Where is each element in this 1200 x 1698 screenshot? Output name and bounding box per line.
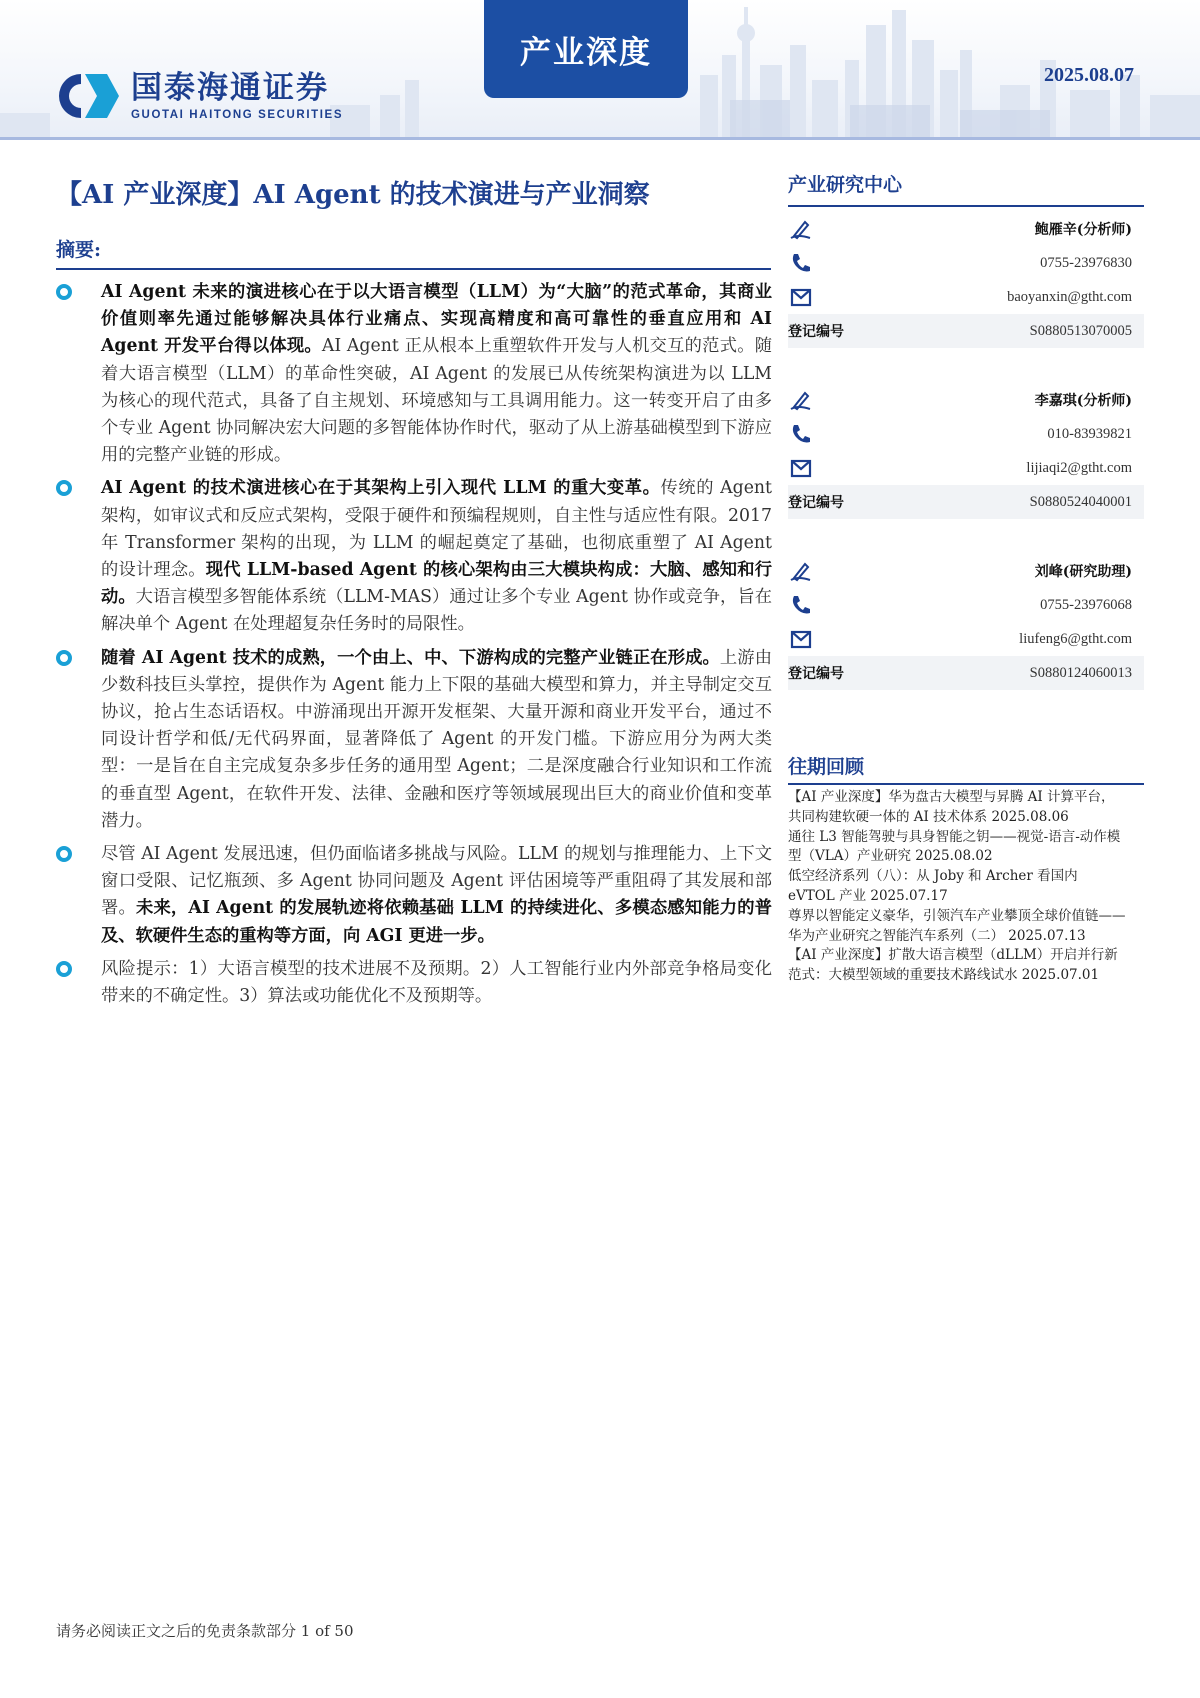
bullet-bold-text: AI Agent 未来的演进核心在于以大语言模型（LLM）为“大脑”的范式革命，其商业价值则率先通过能够解决具体行业痛点、实现高精度和高可靠性的垂直应用和 AI Agent 开发平台得以体现。 (101, 282, 772, 357)
pen-icon (788, 558, 814, 584)
bullet-bold-text: 随着 AI Agent 技术的成熟，一个由上、中、下游构成的完整产业链正在形成。 (101, 647, 720, 668)
bullet-item (56, 956, 772, 1010)
bullet-text: AI Agent 正从根本上重塑软件开发与人机交互的范式。随着大语言模型（LLM）的革命性突破，AI Agent 的发展已从传统架构演进为以 LLM 为核心的现代范式，具备了自主规划、环境感知与工具调用能力。这一转变开启了由多个专业 Agent 协同解决宏大问题的多智能体协作时代，驱动了从上游基础模型到下游应用的完整产业链的形成。 (101, 336, 772, 466)
analyst-reg-row (788, 656, 1144, 690)
bullet-text: 上游由少数科技巨头掌控，提供作为 Agent 能力上下限的基础大模型和算力，并主导制定交互协议，抢占生态话语权。中游涌现出开源开发框架、大量开源和商业开发平台，通过不同设计哲学和低/无代码界面，显著降低了 Agent 的开发门槛。下游应用分为两大类型：一是旨在自主完成复杂多步任务的通用型 Agent；二是深度融合行业知识和工作流的垂直型 Agent，在软件开发、法律、金融和医疗等领域展现出巨大的商业价值和变革潜力。 (101, 647, 772, 831)
analyst-phone: 0755-23976830 (1040, 254, 1132, 271)
bullet-item (56, 279, 772, 469)
phone-icon (788, 421, 814, 447)
analyst-name-row (788, 383, 1144, 417)
analyst-name-row (788, 554, 1144, 588)
mail-icon (788, 626, 814, 652)
analyst-email[interactable]: baoyanxin@gtht.com (1007, 288, 1132, 305)
analyst-phone-row (788, 588, 1144, 622)
bullet-bold-text: 未来，AI Agent 的发展轨迹将依赖基础 LLM 的持续进化、多模态感知能力的普及、软硬件生态的重构等方面，向 AGI 更进一步。 (101, 898, 772, 946)
mail-icon (788, 284, 814, 310)
pen-icon (788, 216, 814, 242)
past-report-link[interactable]: 【AI 产业深度】华为盘古大模型与昇腾 AI 计算平台，共同构建软硬一体的 AI 技术体系 2025.08.06 (788, 789, 1115, 825)
logo-mark-icon (55, 70, 121, 122)
analyst-email-row (788, 451, 1144, 485)
reg-label: 登记编号 (788, 324, 844, 340)
analyst-name-row (788, 212, 1144, 246)
bullet-item (56, 645, 772, 835)
logo-english-name: GUOTAI HAITONG SECURITIES (131, 109, 344, 121)
report-title: 【AI 产业深度】AI Agent 的技术演进与产业洞察 (56, 180, 650, 210)
past-report-link[interactable]: 【AI 产业深度】扩散大语言模型（dLLM）开启并行新范式：大模型领域的重要技术路线试水 2025.07.01 (788, 947, 1118, 984)
analyst-email[interactable]: lijiaqi2@gtht.com (1026, 459, 1132, 476)
phone-icon (788, 250, 814, 276)
analyst-phone-row (788, 246, 1144, 280)
analyst-phone: 010-83939821 (1047, 425, 1132, 442)
report-type-tag: 产业深度 (484, 0, 688, 98)
bullet-text: 风险提示：1）大语言模型的技术进展不及预期。2）人工智能行业内外部竞争格局变化带来的不确定性。3）算法或功能优化不及预期等。 (101, 958, 772, 1007)
analyst-reg-number: S0880124060013 (1029, 664, 1132, 681)
analyst-phone-row (788, 417, 1144, 451)
sidebar-divider (788, 205, 1144, 207)
past-report-link[interactable]: 尊界以智能定义豪华，引领汽车产业攀顶全球价值链——华为产业研究之智能汽车系列（二） 2025.07.13 (788, 907, 1126, 944)
analyst-email-row (788, 280, 1144, 314)
bullet-dot-icon (56, 284, 72, 300)
bullet-bold-text: AI Agent 的技术演进核心在于其架构上引入现代 LLM 的重大变革。 (101, 478, 661, 499)
bullet-text: 大语言模型多智能体系统（LLM-MAS）通过让多个专业 Agent 协作或竞争，旨在解决单个 Agent 在处理超复杂任务时的局限性。 (101, 587, 772, 635)
abstract-divider (56, 268, 771, 270)
bullet-item (56, 475, 772, 638)
bullet-bold-text: 现代 LLM-based Agent 的核心架构由三大模块构成：大脑、感知和行动。 (101, 560, 772, 608)
bullet-item (56, 841, 772, 950)
bullet-dot-icon (56, 480, 72, 496)
reg-label: 登记编号 (788, 666, 844, 682)
bullet-dot-icon (56, 650, 72, 666)
past-reports-divider (788, 783, 1144, 785)
mail-icon (788, 455, 814, 481)
analyst-name: 鲍雁辛(分析师) (1034, 222, 1132, 238)
page-header (0, 0, 1200, 140)
analyst-name: 刘峰(研究助理) (1034, 564, 1132, 580)
pen-icon (788, 387, 814, 413)
analyst-name: 李嘉琪(分析师) (1034, 393, 1132, 409)
company-logo (55, 70, 343, 122)
analyst-phone: 0755-23976068 (1040, 596, 1132, 613)
phone-icon (788, 592, 814, 618)
analyst-reg-row (788, 314, 1144, 348)
analyst-reg-number: S0880524040001 (1029, 493, 1132, 510)
page-footer: 请务必阅读正文之后的免责条款部分 1 of 50 (56, 1622, 354, 1640)
analyst-email-row (788, 622, 1144, 656)
analyst-reg-number: S0880513070005 (1029, 322, 1132, 339)
past-reports-heading: 往期回顾 (788, 756, 865, 778)
analyst-reg-row (788, 485, 1144, 519)
abstract-bullets (56, 279, 772, 1016)
report-date: 2025.08.07 (1044, 64, 1134, 86)
reg-label: 登记编号 (788, 495, 844, 511)
bullet-text: 尽管 AI Agent 发展迅速，但仍面临诸多挑战与风险。LLM 的规划与推理能力、上下文窗口受限、记忆瓶颈、多 Agent 协同问题及 Agent 评估困境等严重阻碍了其发展和部署。 (101, 844, 772, 919)
abstract-label: 摘要: (56, 239, 102, 261)
analyst-email[interactable]: liufeng6@gtht.com (1019, 630, 1132, 647)
bullet-dot-icon (56, 961, 72, 977)
sidebar-heading: 产业研究中心 (788, 174, 903, 196)
past-reports-list (788, 788, 1128, 986)
past-report-link[interactable]: 通往 L3 智能驾驶与具身智能之钥——视觉-语言-动作模型（VLA）产业研究 2025.08.02 (788, 828, 1121, 865)
bullet-text: 传统的 Agent 架构，如审议式和反应式架构，受限于硬件和预编程规则，自主性与适应性有限。2017 年 Transformer 架构的出现，为 LLM 的崛起奠定了基础，也彻底重塑了 AI Agent 的设计理念。 (101, 478, 772, 581)
header-divider (0, 137, 1200, 140)
bullet-dot-icon (56, 846, 72, 862)
past-report-link[interactable]: 低空经济系列（八）：从 Joby 和 Archer 看国内 eVTOL 产业 2025.07.17 (788, 868, 1078, 904)
logo-chinese-name: 国泰海通证券 (131, 70, 329, 106)
